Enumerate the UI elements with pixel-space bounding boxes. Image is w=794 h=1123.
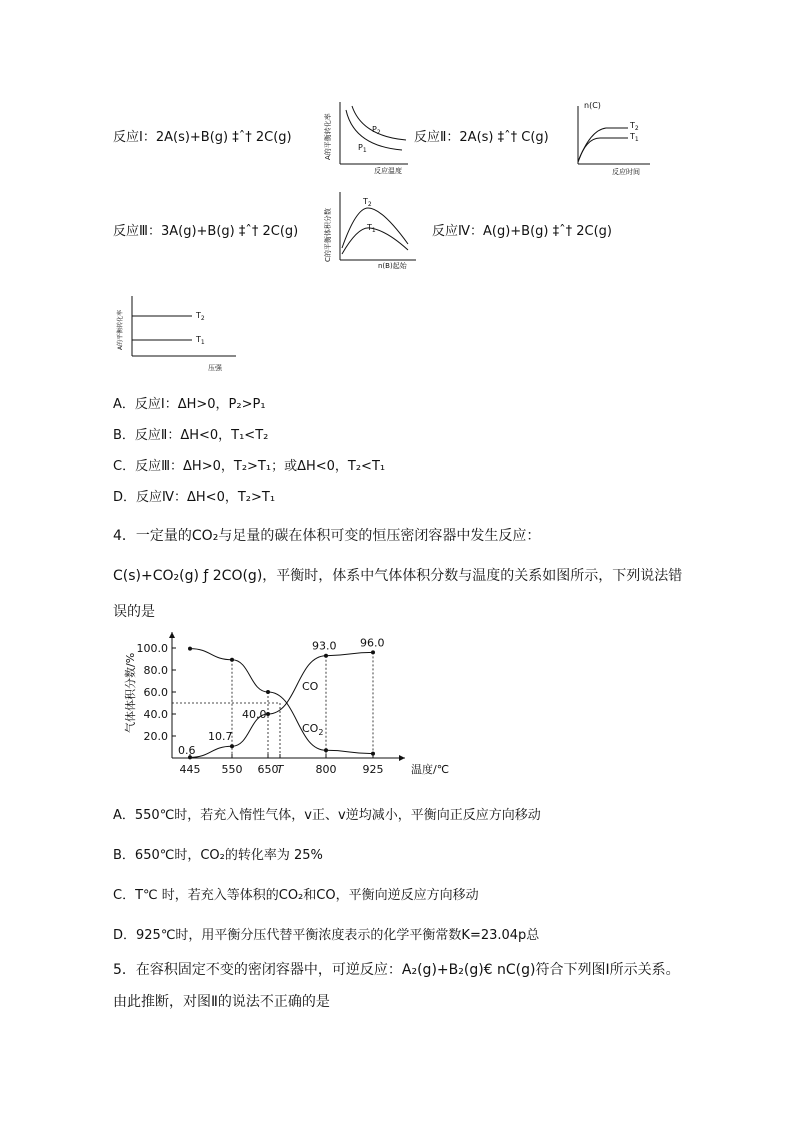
option-a: A．反应Ⅰ：ΔH>0，P₂>P₁ <box>113 397 266 412</box>
q4-option-c: C．T℃ 时，若充入等体积的CO₂和CO，平衡向逆反应方向移动 <box>113 888 479 903</box>
q4-stem-1: 4．一定量的CO₂与足量的碳在体积可变的恒压密闭容器中发生反应： <box>113 528 541 544</box>
y-label: A的平衡转化率 <box>117 309 124 350</box>
option-d: D．反应Ⅳ：ΔH<0，T₂>T₁ <box>113 490 276 505</box>
y-label: A的平衡转化率 <box>324 113 332 160</box>
x-tick-label: 925 <box>362 763 384 776</box>
data-point <box>371 752 375 756</box>
x-tick-label: 550 <box>221 763 243 776</box>
data-point <box>266 690 270 694</box>
x-label: 反应时间 <box>612 168 640 176</box>
label-t1: $T_1$ <box>367 223 376 234</box>
label-co2: $CO_2$ <box>302 722 324 737</box>
q5-line-1: 5．在容积固定不变的密闭容器中，可逆反应：A₂(g)+B₂(g)€ nC(g)符合下列图Ⅰ所示关系。 <box>113 962 680 978</box>
point-label: 93.0 <box>312 639 337 653</box>
label-co: CO <box>302 680 319 693</box>
y-axis-arrow <box>169 632 175 638</box>
label-t1: $T_1$ <box>196 335 205 346</box>
reaction-3: 反应Ⅲ：3A(g)+B(g) ‡ˆ† 2C(g) <box>113 224 299 239</box>
label-t2: $T_2$ <box>196 311 205 322</box>
point-label: 10.7 <box>208 730 233 744</box>
curve-t1 <box>578 138 628 162</box>
label-t1: $T_1$ <box>630 132 639 143</box>
reaction-2: 反应Ⅱ：2A(s) ‡ˆ† C(g) <box>414 130 549 145</box>
y-label: n(C) <box>584 101 601 110</box>
x-label: n(B)起始 <box>378 262 407 270</box>
reaction-1: 反应Ⅰ：2A(s)+B(g) ‡ˆ† 2C(g) <box>113 130 292 145</box>
y-tick-label: 40.0 <box>143 708 168 721</box>
data-point <box>266 712 270 716</box>
graph-1 <box>322 98 414 176</box>
q4-option-a: A．550℃时，若充入惰性气体，v正、v逆均减小，平衡向正反应方向移动 <box>113 808 541 823</box>
reaction-4: 反应Ⅳ：A(g)+B(g) ‡ˆ† 2C(g) <box>432 224 613 239</box>
chart-guides <box>172 652 373 758</box>
data-point <box>188 647 192 651</box>
x-label: 压强 <box>208 364 222 372</box>
graph-3 <box>320 188 420 270</box>
point-label: 96.0 <box>360 636 385 650</box>
graph-2 <box>570 96 656 176</box>
point-label: 40.0 <box>242 708 267 721</box>
y-tick-label: 100.0 <box>136 642 168 655</box>
x-tick-label: T <box>276 763 284 776</box>
x-axis-arrow <box>399 755 405 761</box>
data-point <box>230 658 234 662</box>
option-c: C．反应Ⅲ：ΔH>0，T₂>T₁；或ΔH<0，T₂<T₁ <box>113 459 386 474</box>
x-label: 反应温度 <box>374 167 402 175</box>
data-point <box>371 650 375 654</box>
curve-t2 <box>578 128 628 162</box>
label-p1: $P_1$ <box>358 143 367 154</box>
q4-option-d: D．925℃时，用平衡分压代替平衡浓度表示的化学平衡常数K=23.04p总 <box>113 928 540 943</box>
x-tick-label: 800 <box>315 763 337 776</box>
x-tick-label: 445 <box>179 763 201 776</box>
label-t2: $T_2$ <box>630 121 639 132</box>
graph-4 <box>112 290 242 376</box>
x-tick-label: 650 <box>257 763 279 776</box>
point-label: 0.6 <box>178 744 196 757</box>
data-point <box>230 744 234 748</box>
co-co2-chart <box>120 628 470 786</box>
y-tick-label: 80.0 <box>143 664 168 677</box>
q5-line-2: 由此推断，对图Ⅱ的说法不正确的是 <box>113 994 330 1010</box>
y-tick-label: 20.0 <box>143 730 168 743</box>
y-label: C的平衡体积分数 <box>324 208 332 262</box>
q4-option-b: B．650℃时，CO₂的转化率为 25% <box>113 848 323 863</box>
label-p2: $P_2$ <box>372 125 381 136</box>
y-tick-label: 60.0 <box>143 686 168 699</box>
option-b: B．反应Ⅱ：ΔH<0，T₁<T₂ <box>113 428 269 443</box>
q4-stem-3: 误的是 <box>113 604 155 620</box>
x-axis-label: 温度/℃ <box>411 763 450 776</box>
label-t2: $T_2$ <box>363 197 372 208</box>
data-point <box>324 654 328 658</box>
data-point <box>324 748 328 752</box>
y-axis-label: 气体体积分数/% <box>124 652 137 733</box>
q4-stem-2: C(s)+CO₂(g) ƒ 2CO(g)，平衡时，体系中气体体积分数与温度的关系如图所示，下列说法错 <box>113 568 683 584</box>
